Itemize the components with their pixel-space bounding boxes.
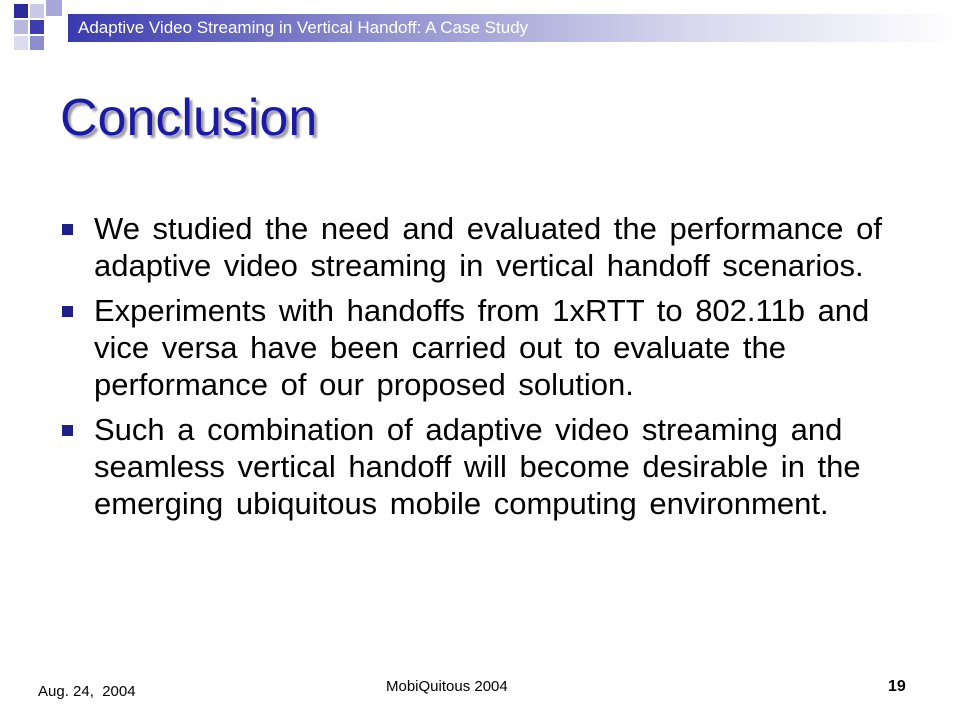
square-bullet-icon — [62, 306, 73, 317]
corner-square — [14, 36, 28, 50]
bullet-item — [60, 210, 920, 284]
square-bullet-icon — [62, 425, 73, 436]
square-bullet-icon — [62, 224, 73, 235]
bullet-text: Such a combination of adaptive video streaming and seamless vertical handoff will become desirable in the emerging ubiquitous mobile computing environment. — [94, 412, 861, 521]
bullet-item — [60, 411, 920, 522]
corner-square — [46, 0, 62, 16]
corner-square — [14, 4, 28, 18]
footer-date: Aug. 24, 2004 — [38, 683, 136, 700]
bullet-text: Experiments with handoffs from 1xRTT to 802.11b and vice versa have been carried out to evaluate the performance of our proposed solution. — [94, 293, 870, 402]
corner-square — [14, 20, 28, 34]
bullet-list — [60, 210, 920, 530]
footer-conference: MobiQuitous 2004 — [386, 678, 508, 695]
slide-number: 19 — [888, 678, 906, 695]
slide-title: Conclusion — [60, 89, 318, 147]
corner-square — [30, 20, 44, 34]
bullet-text: We studied the need and evaluated the performance of adaptive video streaming in vertical handoff scenarios. — [94, 211, 883, 283]
presentation-title: Adaptive Video Streaming in Vertical Handoff: A Case Study — [78, 18, 529, 37]
corner-square — [30, 4, 44, 18]
bullet-item — [60, 292, 920, 403]
corner-square — [30, 36, 44, 50]
